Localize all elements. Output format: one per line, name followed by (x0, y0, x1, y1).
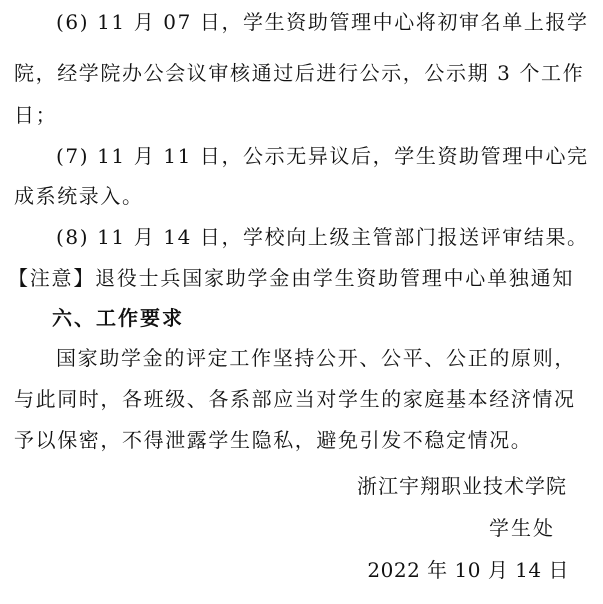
requirements-line-3: 予以保密，不得泄露学生隐私，避免引发不稳定情况。 (14, 428, 533, 452)
notice-line: 【注意】退役士兵国家助学金由学生资助管理中心单独通知 (8, 266, 574, 290)
step-6-line-1: (6) 11 月 07 日，学生资助管理中心将初审名单上报学 (56, 10, 589, 34)
requirements-line-2: 与此同时，各班级、各系部应当对学生的家庭基本经济情况 (14, 387, 576, 411)
signature-date: 2022 年 10 月 14 日 (367, 558, 569, 582)
step-8-line-1: (8) 11 月 14 日，学校向上级主管部门报送评审结果。 (56, 225, 589, 249)
signature-institution: 浙江宇翔职业技术学院 (357, 474, 567, 498)
section-heading: 六、工作要求 (52, 306, 184, 330)
step-7-line-2: 成系统录入。 (14, 184, 144, 208)
signature-department: 学生处 (489, 516, 555, 540)
step-7-line-1: (7) 11 月 11 日，公示无异议后，学生资助管理中心完 (56, 144, 589, 168)
step-6-line-2: 院，经学院办公会议审核通过后进行公示，公示期 3 个工作 (14, 61, 585, 85)
step-6-line-3: 日； (14, 103, 58, 127)
requirements-line-1: 国家助学金的评定工作坚持公开、公平、公正的原则， (56, 346, 576, 370)
